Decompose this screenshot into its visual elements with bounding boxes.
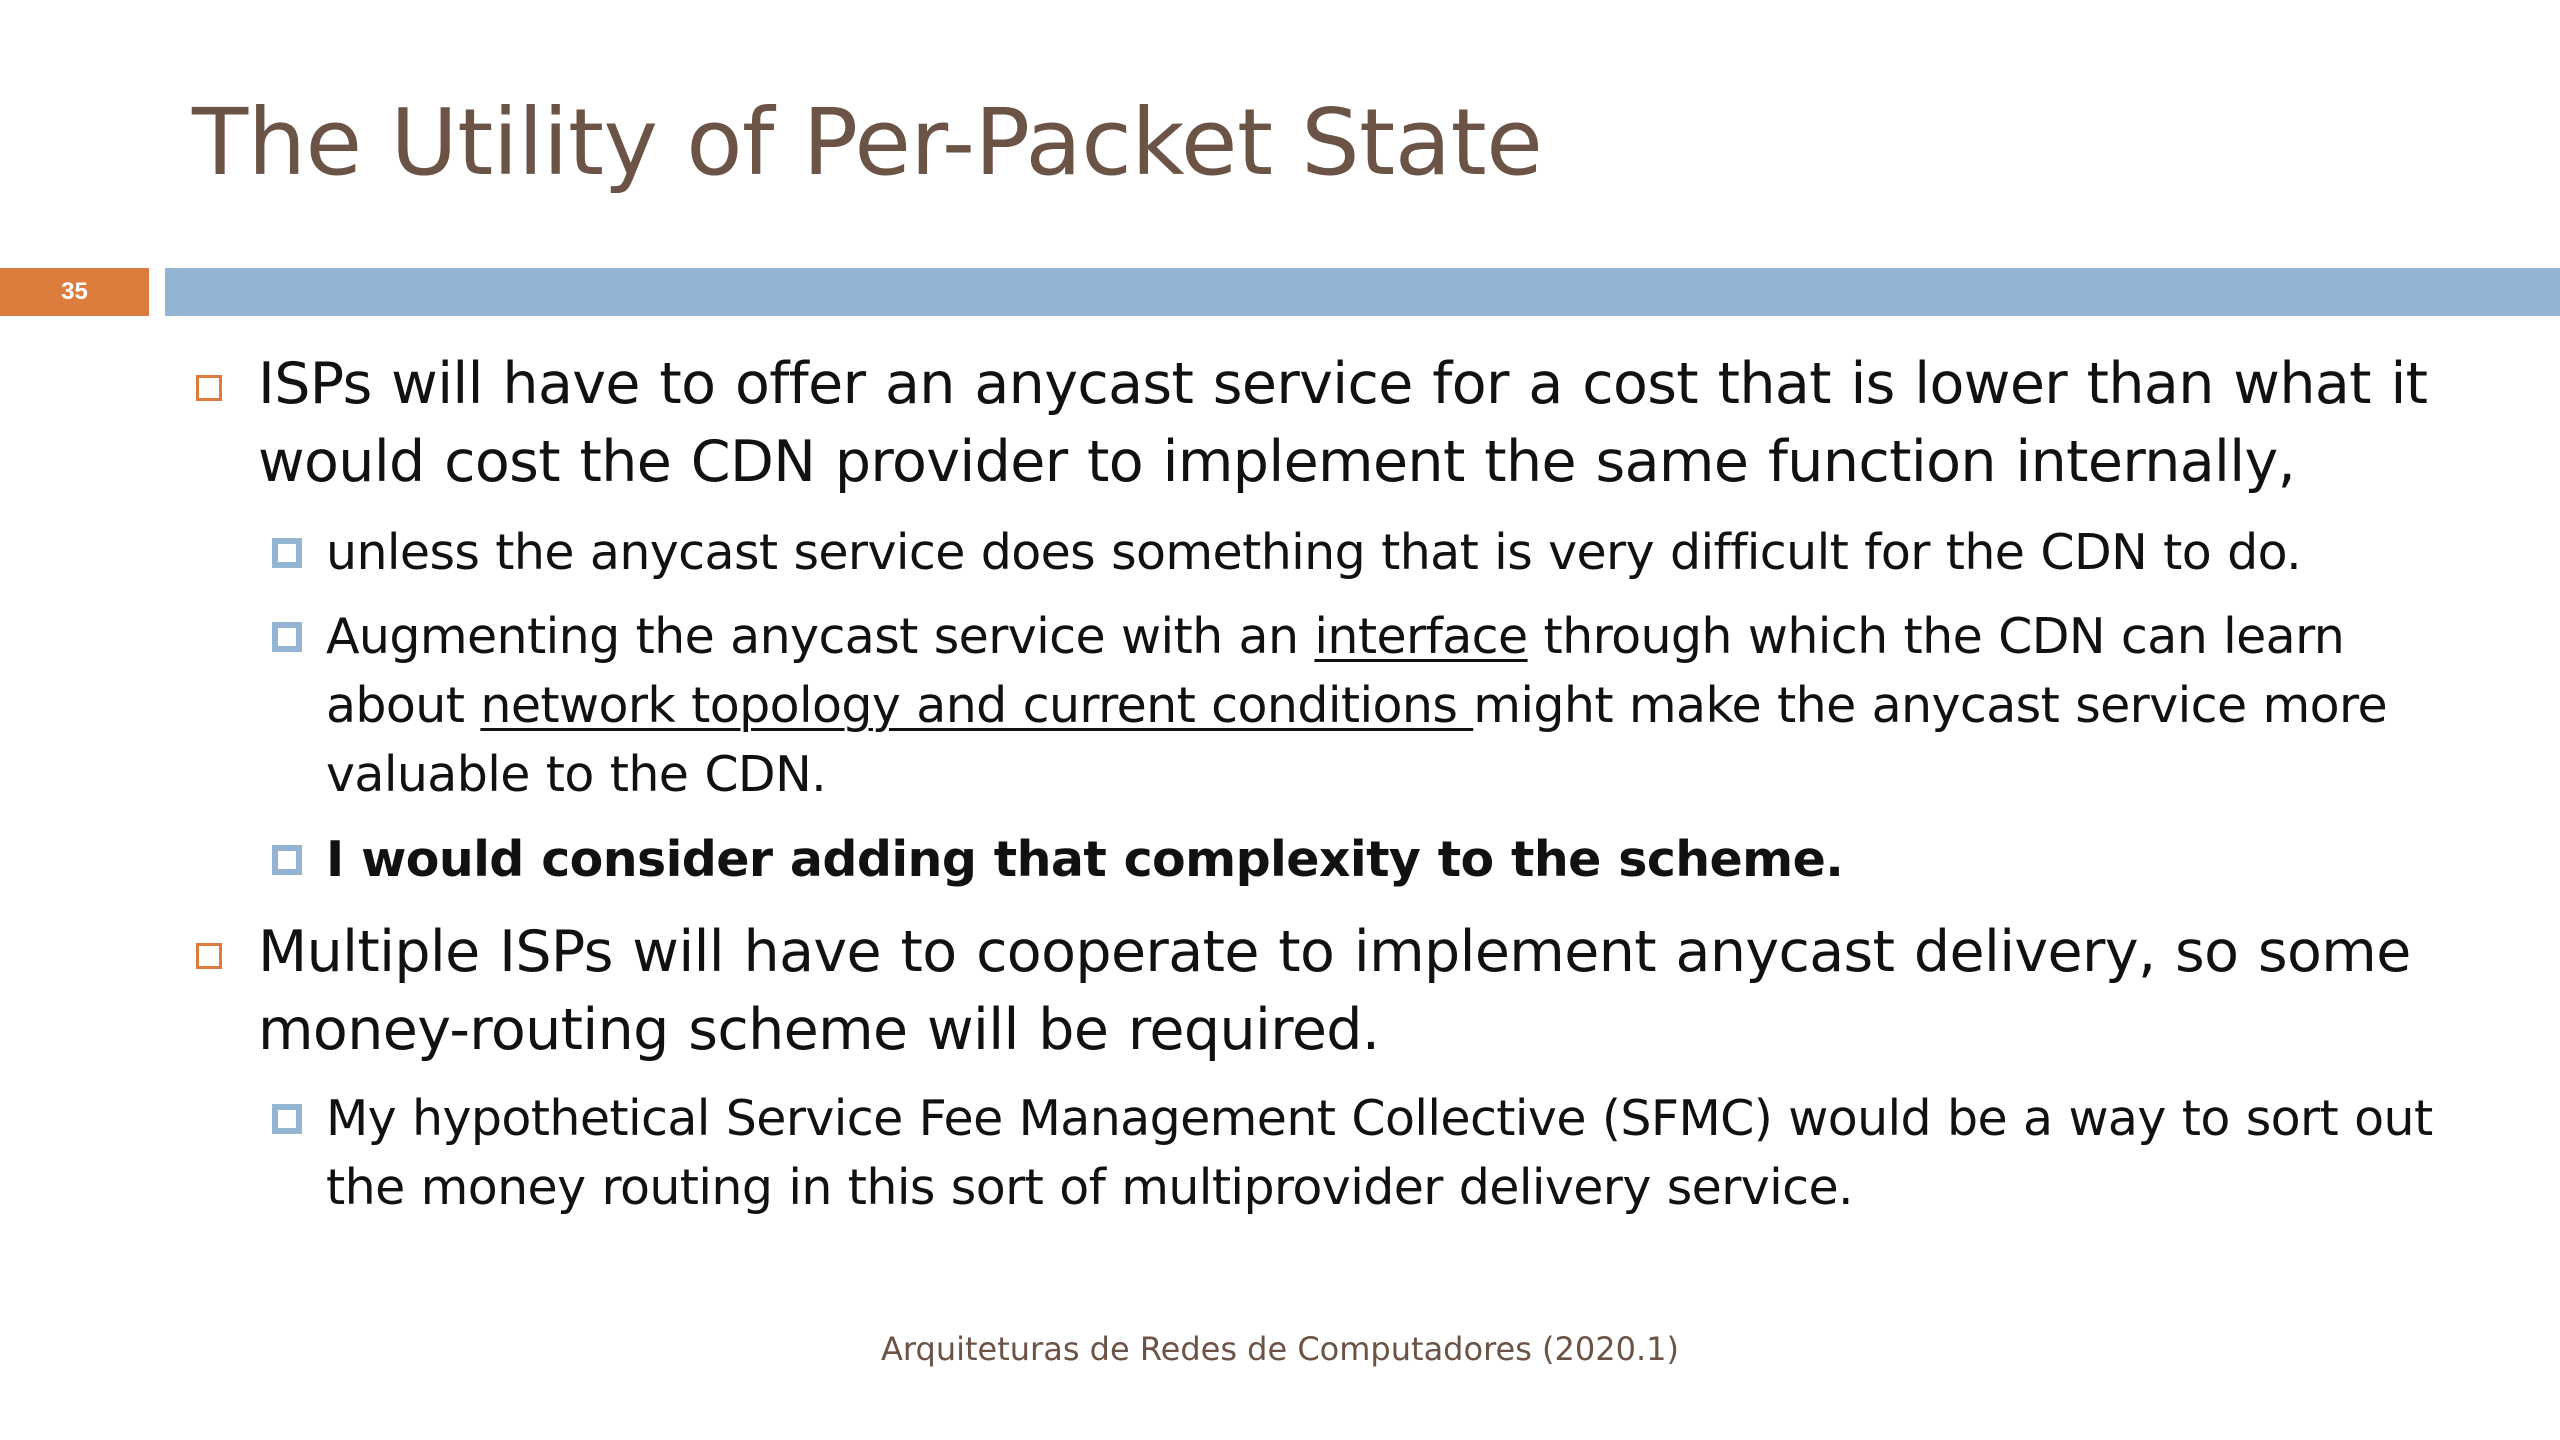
slide-number: 35 xyxy=(0,268,149,316)
underlined-term-network-topology: network topology and current conditions xyxy=(480,677,1474,734)
sub-bullet-square-icon xyxy=(272,538,302,568)
sub-bullet-square-icon xyxy=(272,622,302,652)
bullet-text: ISPs will have to offer an anycast service for a cost that is lower than what it would cost the CDN provider to implement the same function internally, xyxy=(258,351,2428,495)
sub-bullet-text-bold: I would consider adding that complexity to the scheme. xyxy=(326,831,1844,888)
sub-bullet-square-icon xyxy=(272,845,302,875)
sub-bullet-text-part: Augmenting the anycast service with an xyxy=(326,608,1315,665)
title-divider-bar xyxy=(165,268,2560,316)
underlined-term-interface: interface xyxy=(1314,608,1528,665)
slide-title: The Utility of Per-Packet State xyxy=(192,89,1543,196)
sub-bullet-text-part: might make the anycast service more valuable to the CDN. xyxy=(326,677,2388,803)
bullet-text: Multiple ISPs will have to cooperate to implement anycast delivery, so some money-routing scheme will be required. xyxy=(258,919,2411,1063)
bullet-square-icon xyxy=(196,943,222,969)
sub-bullet-text-part: through which the CDN can learn about xyxy=(326,608,2345,734)
slide-footer: Arquiteturas de Redes de Computadores (2020.1) xyxy=(881,1330,1679,1368)
sub-bullet-text: My hypothetical Service Fee Management Collective (SFMC) would be a way to sort out the money routing in this sort of multiprovider delivery service. xyxy=(326,1090,2433,1216)
sub-bullet-square-icon xyxy=(272,1104,302,1134)
bullet-square-icon xyxy=(196,375,222,401)
sub-bullet-text xyxy=(326,602,2496,809)
sub-bullet-text: unless the anycast service does something that is very difficult for the CDN to do. xyxy=(326,524,2302,581)
